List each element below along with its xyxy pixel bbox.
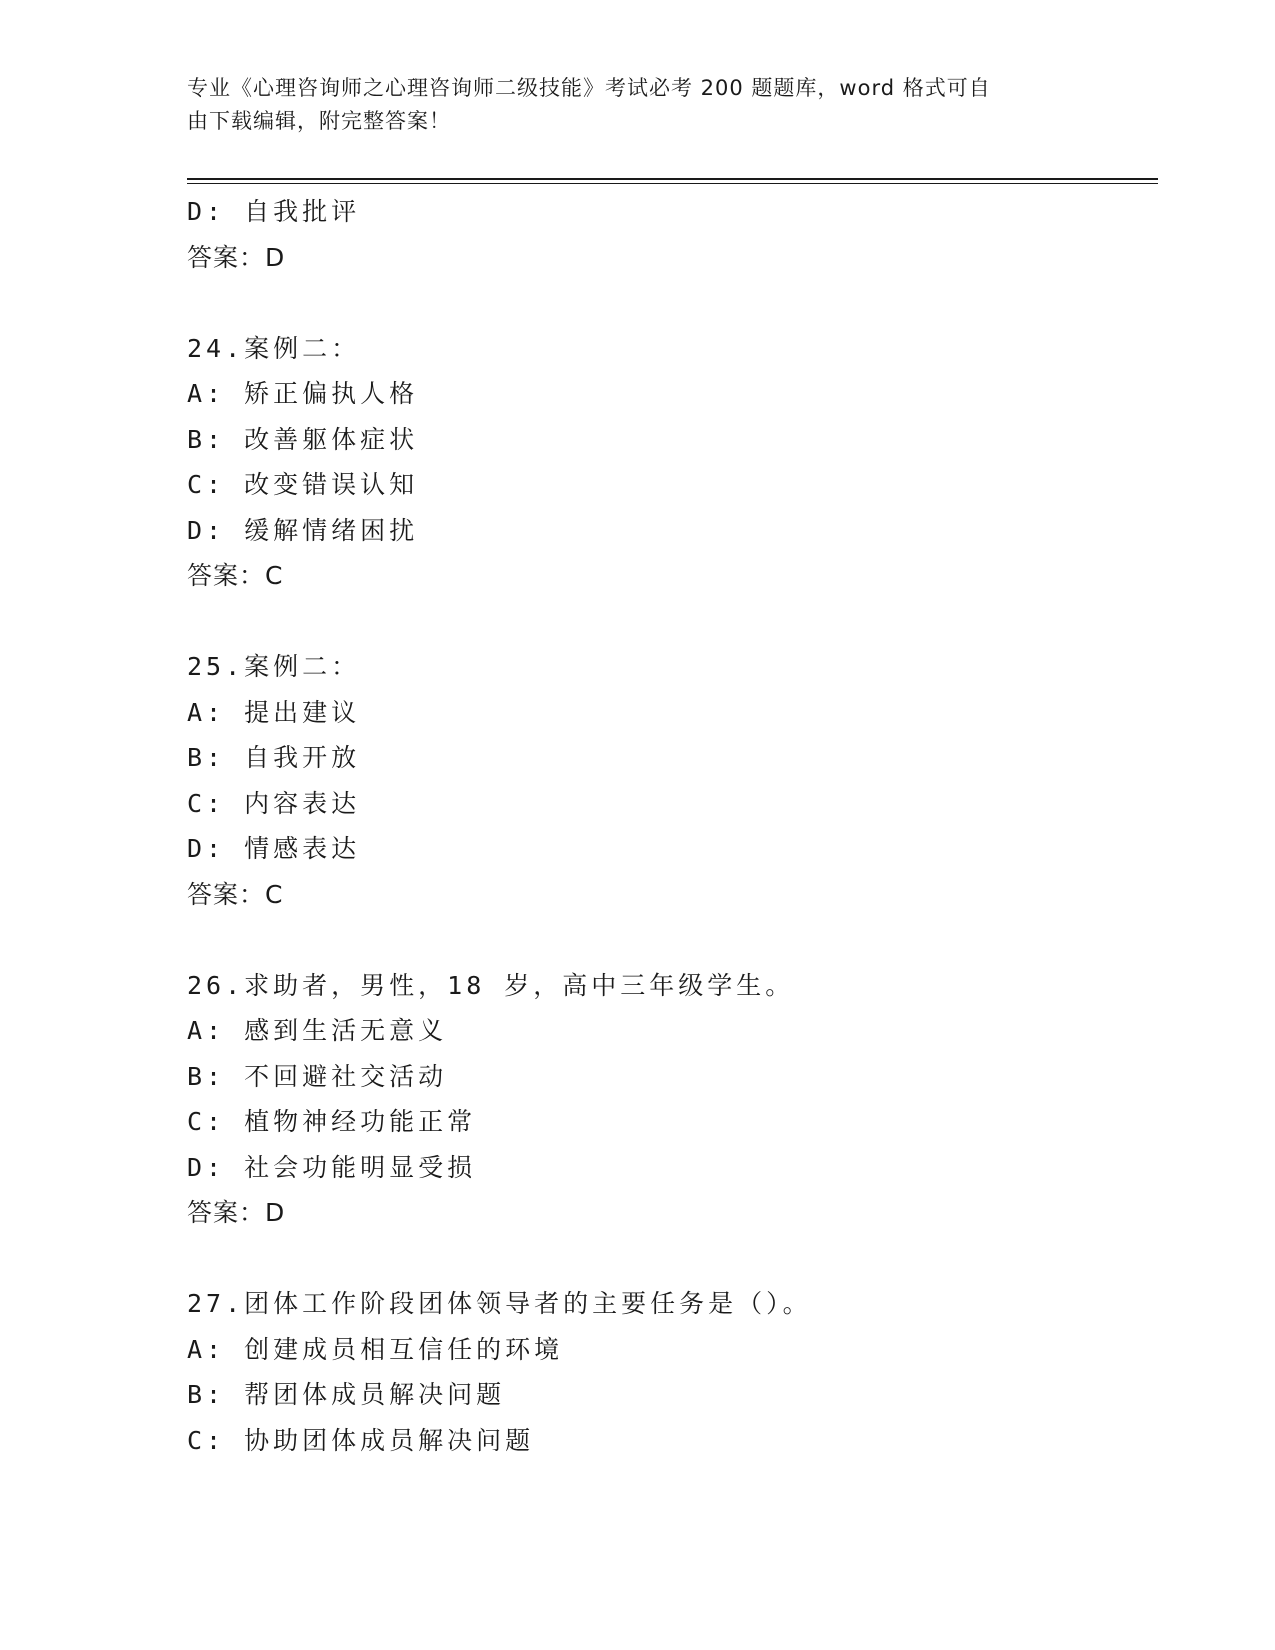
spacer — [187, 280, 1147, 326]
option-d: D: 情感表达 — [187, 834, 361, 863]
header-line-2: 由下载编辑，附完整答案！ — [187, 109, 451, 133]
option-c: C: 改变错误认知 — [187, 470, 419, 499]
question-stem: 27.团体工作阶段团体领导者的主要任务是（）。 — [187, 1289, 812, 1318]
question-stem: 26.求助者，男性，18 岁，高中三年级学生。 — [187, 970, 795, 1000]
option-c: C: 植物神经功能正常 — [187, 1107, 477, 1136]
option-d: D: 社会功能明显受损 — [187, 1152, 477, 1182]
question-27 — [187, 1281, 1147, 1463]
header-divider-thick — [187, 178, 1158, 180]
answer-line: 答案：C — [187, 561, 284, 590]
option-a: A: 矫正偏执人格 — [187, 379, 419, 408]
answer-line: 答案：C — [187, 879, 284, 909]
option-b: B: 自我开放 — [187, 743, 361, 772]
spacer — [187, 599, 1147, 645]
header-line-1: 专业《心理咨询师之心理咨询师二级技能》考试必考 200 题题库，word 格式可自 — [187, 76, 991, 100]
spacer — [187, 917, 1147, 963]
question-23-tail — [187, 189, 1147, 280]
option-d: D: 自我批评 — [187, 197, 361, 226]
question-26 — [187, 963, 1147, 1236]
option-a: A: 感到生活无意义 — [187, 1016, 448, 1045]
spacer — [187, 1236, 1147, 1282]
option-b: B: 改善躯体症状 — [187, 424, 419, 454]
question-25 — [187, 644, 1147, 917]
option-c: C: 内容表达 — [187, 788, 361, 818]
document-body — [187, 189, 1147, 1463]
option-a: A: 提出建议 — [187, 697, 361, 727]
option-b: B: 不回避社交活动 — [187, 1061, 448, 1091]
question-24 — [187, 326, 1147, 599]
answer-line: 答案：D — [187, 1198, 286, 1227]
question-stem: 24.案例二： — [187, 333, 361, 363]
option-a: A: 创建成员相互信任的环境 — [187, 1334, 564, 1364]
header-divider-thin — [187, 183, 1158, 184]
option-c: C: 协助团体成员解决问题 — [187, 1425, 535, 1455]
answer-line: 答案：D — [187, 242, 286, 272]
document-header — [187, 72, 1067, 138]
option-b: B: 帮团体成员解决问题 — [187, 1380, 506, 1409]
question-stem: 25.案例二： — [187, 652, 361, 681]
option-d: D: 缓解情绪困扰 — [187, 515, 419, 545]
